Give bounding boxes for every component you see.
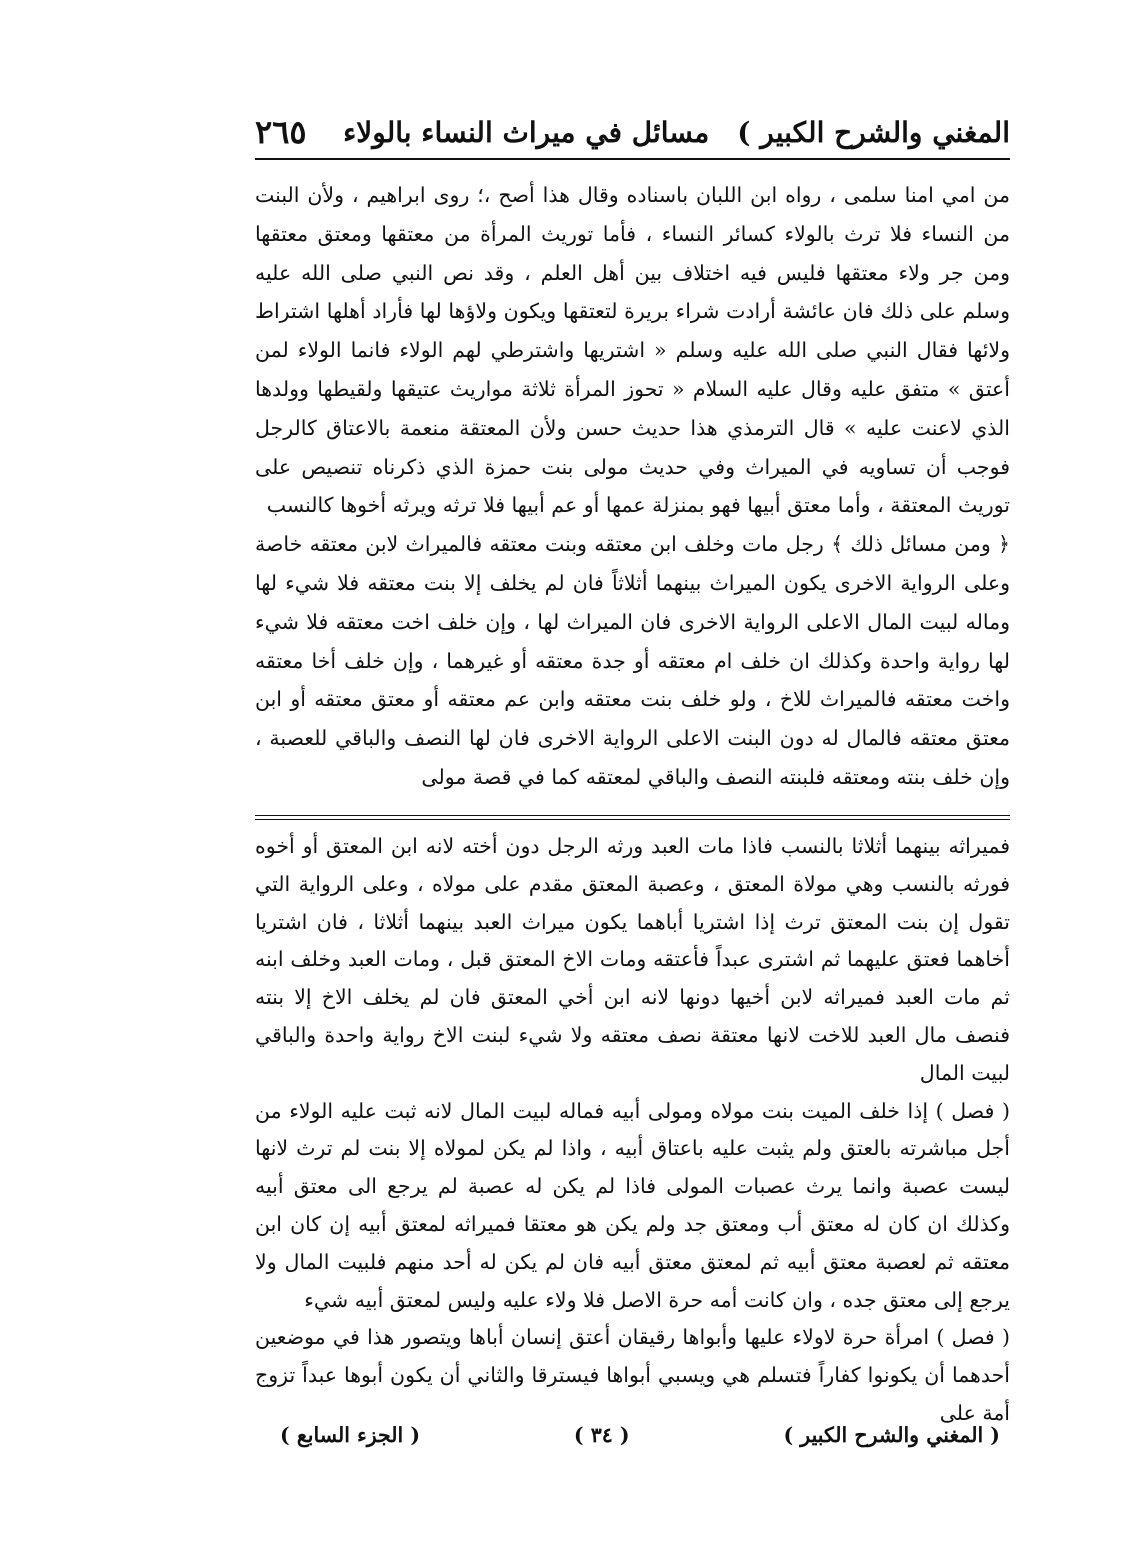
header-divider (255, 158, 1010, 160)
commentary-text (255, 828, 1010, 1433)
header-titles (343, 116, 1010, 149)
section-divider (255, 815, 1010, 820)
page-number: ٢٦٥ (255, 113, 307, 151)
commentary-paragraph: ( فصل ) إذا خلف الميت بنت مولاه ومولى أبيه فماله لبيت المال لانه ثبت عليه الولاء من أجل مباشرته بالعتق ولم يثبت عليه باعتاق أبيه ، واذا لم يكن لمولاه إلا بنت لم ترث لانها ليست عصبة وانما يرث عصبات المولى فاذا لم يكن له عصبة لم يرجع الى معتق أبيه وكذلك ان كان له معتق أب ومعتق جد ولم يكن هو معتقا فميراثه لمعتق أبيه إن كان ابن معتقه ثم لعصبة معتق أبيه ثم لمعتق معتق أبيه فان لم يكن له أحد منهم فلبيت المال ولا يرجع إلى معتق جده ، وان كانت أمه حرة الاصل فلا ولاء عليه وليس لمعتق أبيه شيء (255, 1098, 1010, 1312)
main-text (255, 176, 1010, 797)
body-paragraph: ﴿ ومن مسائل ذلك ﴾ رجل مات وخلف ابن معتقه وبنت معتقه فالميراث لابن معتقه خاصة وعلى الرواية الاخرى يكون الميراث بينهما أثلاثاً فان لم يخلف إلا بنت معتقه فلا شيء لها وماله لبيت المال الاعلى الرواية الاخرى فان الميراث لها ، وإن خلف اخت معتقه فلا شيء لها رواية واحدة وكذلك ان خلف ام معتقه أو جدة معتقه أو غيرهما ، وإن خلف أخا معتقه واخت معتقه فالميراث للاخ ، ولو خلف بنت معتقه وابن عم معتقه أو معتق معتقه أو ابن معتق معتقه فالمال له دون البنت الاعلى الرواية الاخرى فان لها النصف والباقي للعصبة ، وإن خلف بنته ومعتقه فلبنته النصف والباقي لمعتقه كما في قصة مولى (255, 532, 1010, 789)
body-paragraph: من امي امنا سلمى ، رواه ابن اللبان باسناده وقال هذا أصح ،؛ روى ابراهيم ، ولأن البنت من النساء فلا ترث بالولاء كسائر النساء ، فأما توريث المرأة من معتقها ومعتق معتقها ومن جر ولاء معتقها فليس فيه اختلاف بين أهل العلم ، وقد نص النبي صلى الله عليه وسلم على ذلك فان عائشة أرادت شراء بريرة لتعتقها ويكون ولاؤها لها فأراد أهلها اشتراط ولائها فقال النبي صلى الله عليه وسلم « اشتريها واشترطي لهم الولاء فانما الولاء لمن أعتق » متفق عليه وقال عليه السلام « تحوز المرأة ثلاثة مواريث عتيقها ولقيطها وولدها الذي لاعنت عليه » قال الترمذي هذا حديث حسن ولأن المعتقة منعمة بالاعتاق كالرجل فوجب أن تساويه في الميراث وفي حديث مولى بنت حمزة الذي ذكرناه تنصيص على توريث المعتقة ، وأما معتق أبيها فهو بمنزلة عمها أو عم أبيها فلا ترثه ويرثه أخوها كالنسب (255, 183, 1010, 518)
chapter-title: مسائل في ميراث النساء بالولاء (343, 115, 710, 149)
book-title: المغني والشرح الكبير ) (737, 115, 1010, 149)
commentary-paragraph: ( فصل ) امرأة حرة لاولاء عليها وأبواها رقيقان أعتق إنسان أباها ويتصور هذا في موضعين أحدهما أن يكونوا كفاراً فتسلم هي ويسبي أبواها فيسترقا والثاني أن يكون أبوها عبداً تزوج أمة على (255, 1325, 1010, 1425)
footer-volume: ( الجزء السابع ) (280, 1423, 421, 1447)
page-header (255, 108, 1010, 156)
footer-sheet-number: ( ٣٤ ) (573, 1423, 630, 1447)
page-footer (280, 1418, 1000, 1452)
commentary-paragraph: فميراثه بينهما أثلاثا بالنسب فاذا مات العبد ورثه الرجل دون أخته لانه ابن المعتق أو أخوه فورثه بالنسب وهي مولاة المعتق ، وعصبة المعتق مقدم على مولاه ، وعلى الرواية التي تقول إن بنت المعتق ترث إذا اشتريا أباهما يكون ميراث العبد بينهما أثلاثا ، فان اشتريا أخاهما فعتق عليهما ثم اشترى عبداً فأعتقه ومات الاخ المعتق قبل ، ومات العبد وخلف ابنه ثم مات العبد فميراثه لابن أخيها دونها لانه ابن أخي المعتق فان لم يخلف الاخ إلا بنته فنصف مال العبد للاخت لانها معتقة نصف معتقه ولا شيء لبنت الاخ رواية واحدة والباقي لبيت المال (255, 834, 1010, 1085)
footer-book-title: ( المغني والشرح الكبير ) (783, 1423, 1000, 1447)
